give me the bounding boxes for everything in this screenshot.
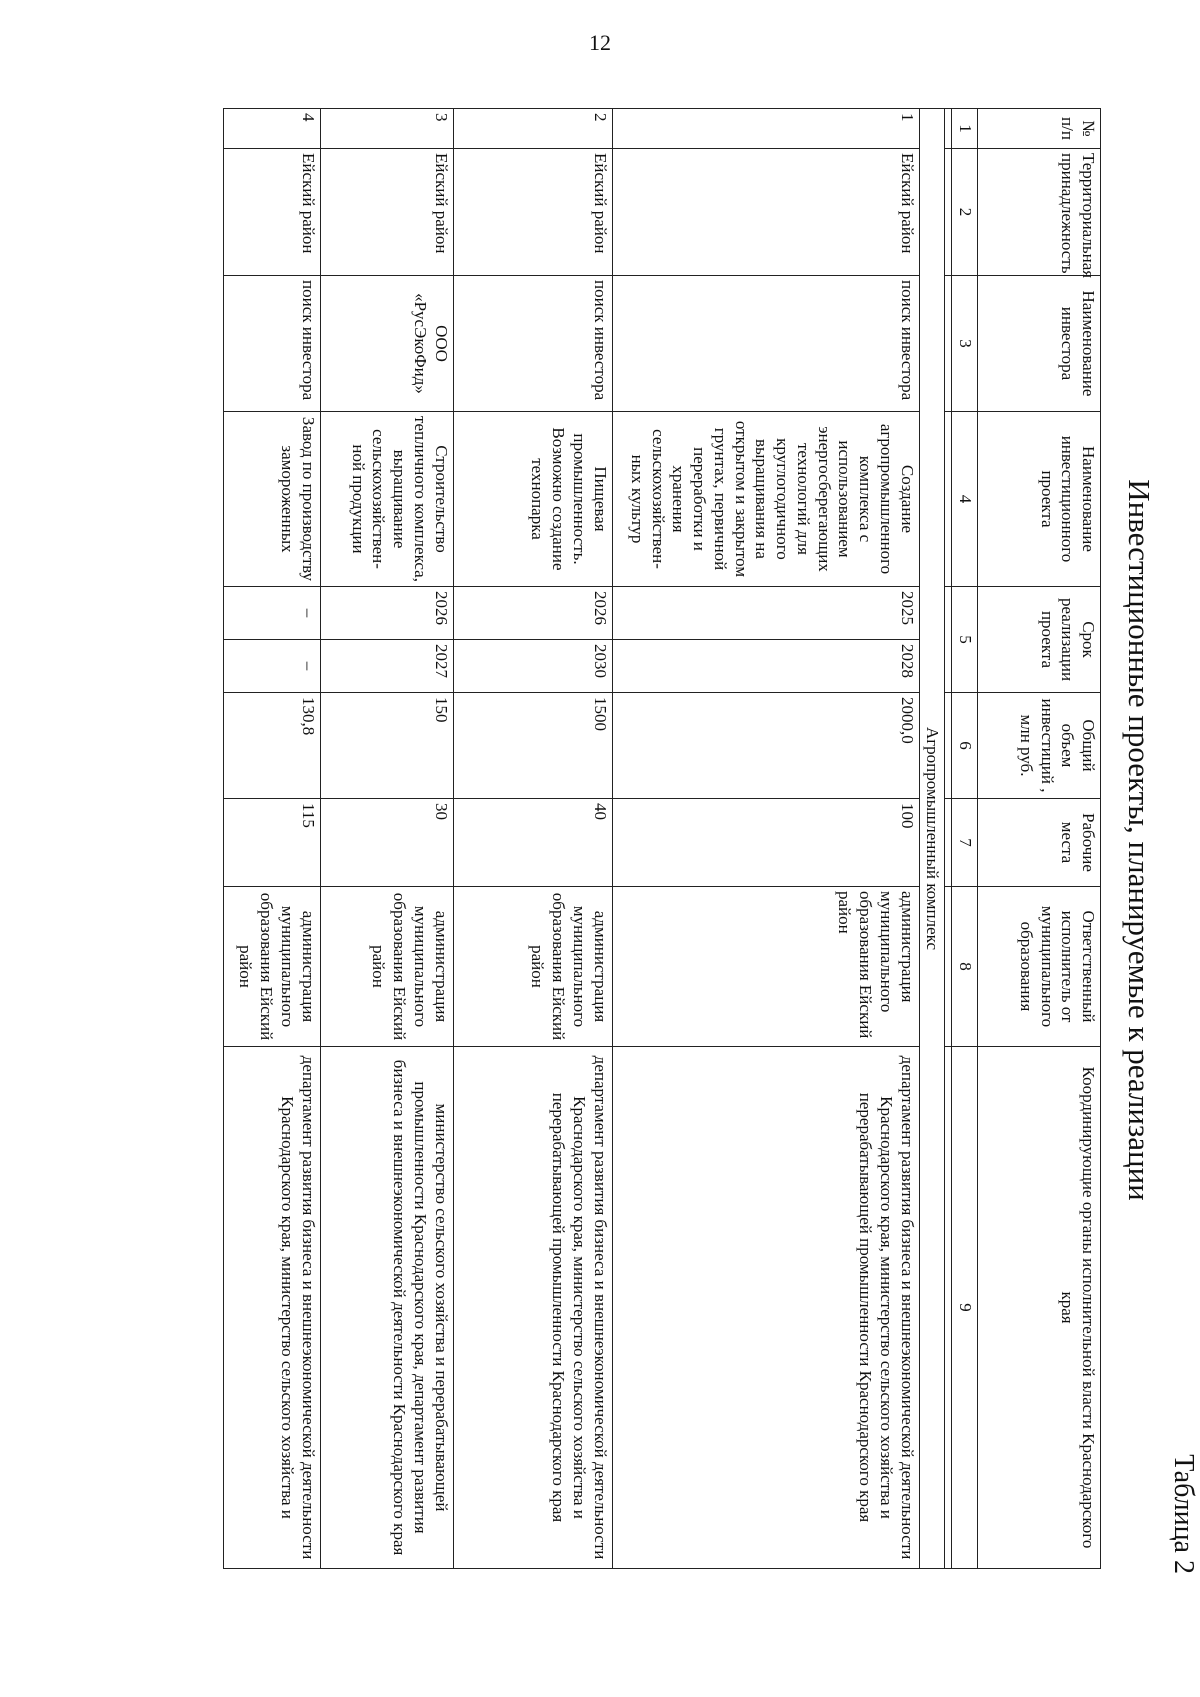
page-number: 12 (589, 30, 611, 55)
row-investor: поиск инвестора (223, 276, 320, 412)
table-caption: Таблица 2 (1168, 1454, 1199, 1574)
row-start-year: 2026 (320, 587, 453, 640)
row-executor: администрация муниципального образования Ейский район (320, 887, 453, 1047)
separator-row (945, 109, 952, 1569)
row-start-year: 2026 (453, 587, 612, 640)
row-jobs: 40 (453, 799, 612, 887)
row-project: Строительство тепличного комплекса, выращивание сельскохозяйствен-ной продукции (320, 412, 453, 587)
row-territory: Ейский район (612, 149, 919, 276)
rotated-page-content (236, 100, 1200, 1580)
row-investment: 1500 (453, 693, 612, 799)
table-row (320, 109, 453, 1569)
row-num: 4 (223, 109, 320, 149)
row-executor: администрация муниципального образования Ейский район (612, 887, 919, 1047)
header-territory: Территориальная принадлежность (978, 149, 1101, 276)
row-territory: Ейский район (320, 149, 453, 276)
column-number: 1 (952, 109, 978, 149)
column-number: 2 (952, 149, 978, 276)
table-row (223, 109, 320, 1569)
row-investor: ООО «РусЭкоФид» (320, 276, 453, 412)
column-number: 4 (952, 412, 978, 587)
header-row (978, 109, 1101, 1569)
table-row (612, 109, 919, 1569)
column-number: 3 (952, 276, 978, 412)
row-investment: 150 (320, 693, 453, 799)
row-investment: 130,8 (223, 693, 320, 799)
row-coordinator: министерство сельского хозяйства и перерабатывающей промышленности Краснодарского края, департамент развития бизнеса и внешнеэкономической деятельности Краснодарского края (320, 1047, 453, 1569)
row-end-year: 2028 (612, 640, 919, 693)
row-end-year: 2027 (320, 640, 453, 693)
row-investment: 2000,0 (612, 693, 919, 799)
row-start-year: 2025 (612, 587, 919, 640)
column-number: 8 (952, 887, 978, 1047)
section-row (919, 109, 945, 1569)
column-number: 5 (952, 587, 978, 693)
header-period: Срок реализации проекта (978, 587, 1101, 693)
row-jobs: 115 (223, 799, 320, 887)
row-end-year: – (223, 640, 320, 693)
header-jobs: Рабочие места (978, 799, 1101, 887)
row-project: Пищевая промышленность. Возможно создание технопарка (453, 412, 612, 587)
section-title: Агропромышленный комплекс (919, 109, 945, 1569)
header-project: Наименование инвестиционного проекта (978, 412, 1101, 587)
row-num: 3 (320, 109, 453, 149)
document-title: Инвестиционные проекты, планируемые к реализации (1122, 479, 1157, 1201)
row-num: 2 (453, 109, 612, 149)
column-number: 7 (952, 799, 978, 887)
row-end-year: 2030 (453, 640, 612, 693)
header-investor: Наименование инвестора (978, 276, 1101, 412)
header-investment: Общий объем инвестиций , млн руб. (978, 693, 1101, 799)
row-jobs: 30 (320, 799, 453, 887)
table-row (453, 109, 612, 1569)
column-number: 6 (952, 693, 978, 799)
row-coordinator: департамент развития бизнеса и внешнеэкономической деятельности Краснодарского края, министерство сельского хозяйства и (223, 1047, 320, 1569)
column-number: 9 (952, 1047, 978, 1569)
header-executor: Ответственный исполнитель от муниципального образования (978, 887, 1101, 1047)
row-project: Создание агропромышленного комплекса с использованием энергосберегающих технологий для круглогодичного выращивания на открытом и закрытом грунтах, первичной переработки и хранения сельскохозяйствен-ных культур (612, 412, 919, 587)
row-project: Завод по производству замороженных (223, 412, 320, 587)
column-number-row (952, 109, 978, 1569)
row-executor: администрация муниципального образования Ейский район (223, 887, 320, 1047)
row-coordinator: департамент развития бизнеса и внешнеэкономической деятельности Краснодарского края, министерство сельского хозяйства и перерабатывающей промышленности Краснодарского края (453, 1047, 612, 1569)
row-coordinator: департамент развития бизнеса и внешнеэкономической деятельности Краснодарского края, министерство сельского хозяйства и перерабатывающей промышленности Краснодарского края (612, 1047, 919, 1569)
row-investor: поиск инвестора (612, 276, 919, 412)
header-num: № п/п (978, 109, 1101, 149)
investment-projects-table (223, 108, 1101, 1569)
row-executor: администрация муниципального образования Ейский район (453, 887, 612, 1047)
row-investor: поиск инвестора (453, 276, 612, 412)
row-start-year: – (223, 587, 320, 640)
header-coordinator: Координирующие органы исполнительной власти Краснодарского края (978, 1047, 1101, 1569)
row-jobs: 100 (612, 799, 919, 887)
row-territory: Ейский район (223, 149, 320, 276)
row-num: 1 (612, 109, 919, 149)
row-territory: Ейский район (453, 149, 612, 276)
